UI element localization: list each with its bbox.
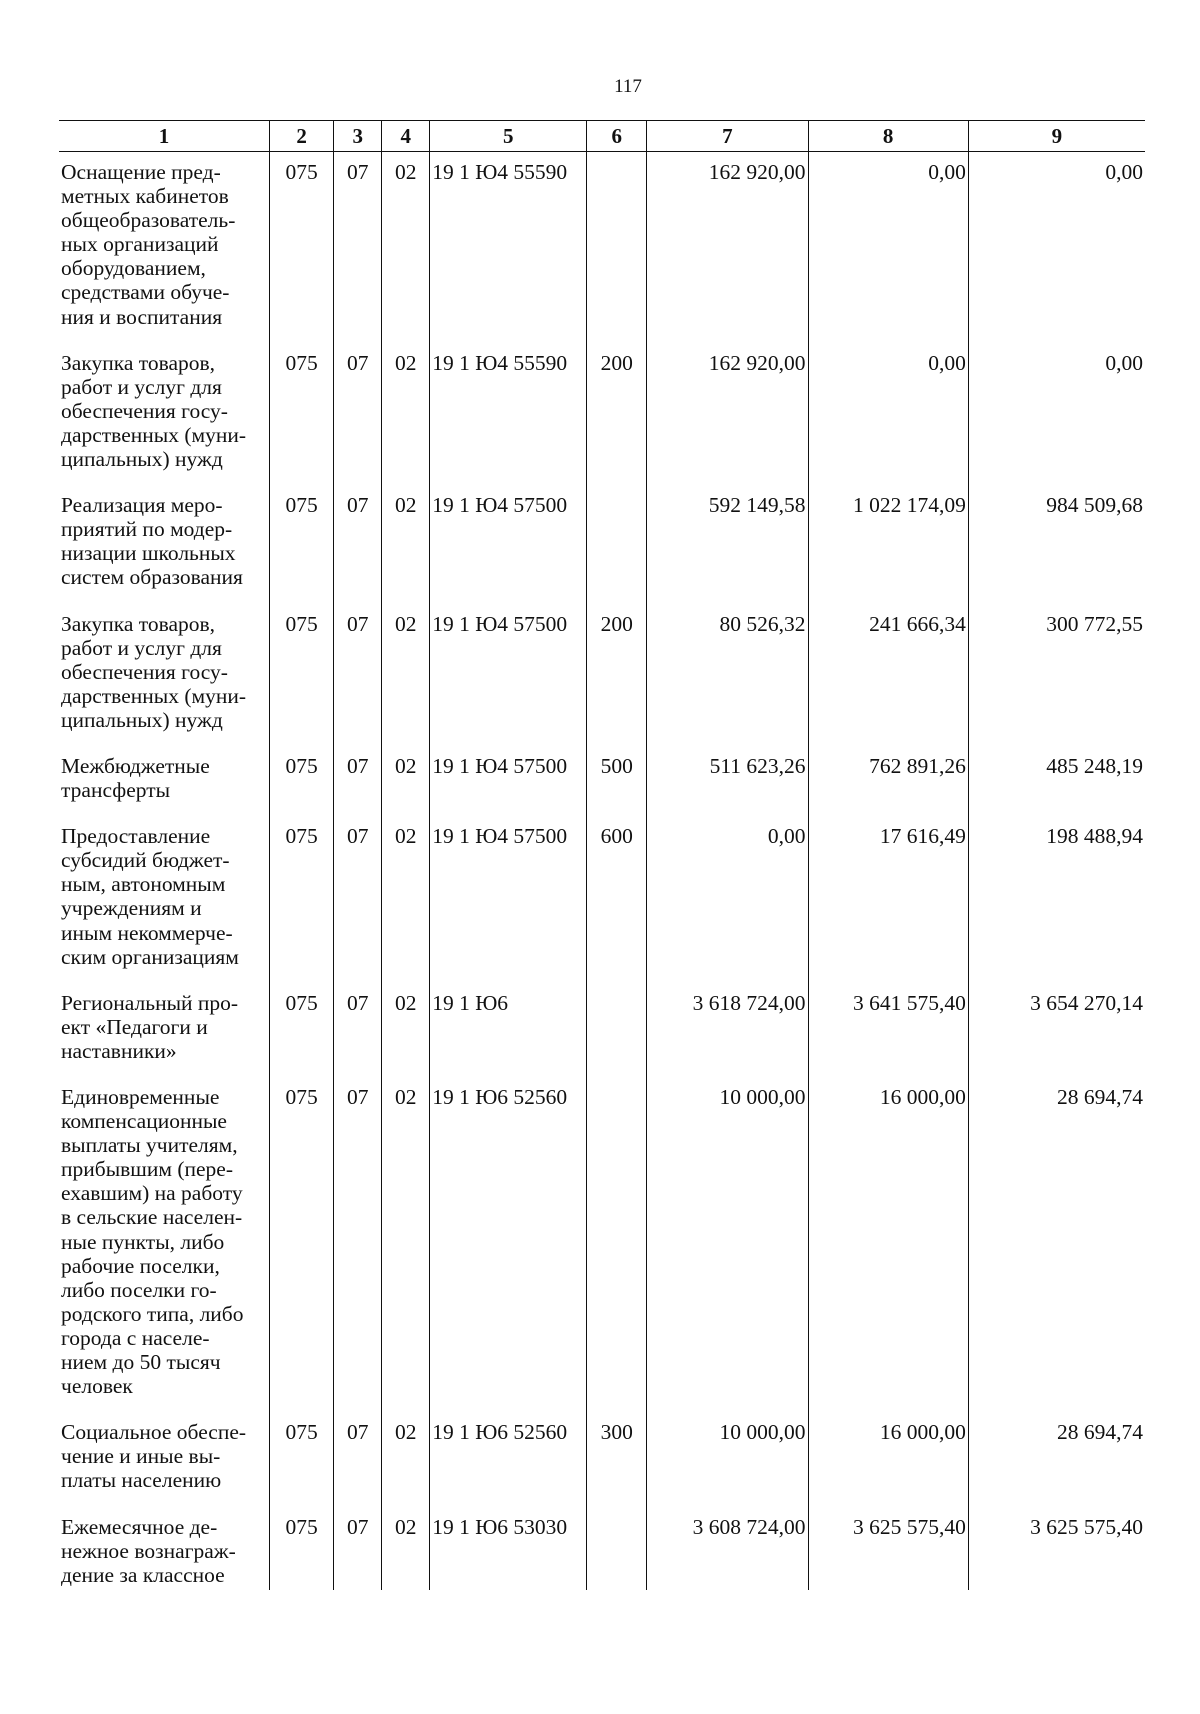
cell-amount-col7: 3 608 724,00 xyxy=(647,1503,808,1590)
row-description: Межбюджетные трансферты xyxy=(59,742,269,812)
column-header: 1 xyxy=(59,121,269,152)
cell-amount-col9: 300 772,55 xyxy=(968,600,1145,742)
row-description: Реализация меро- приятий по модер- низации школьных систем образования xyxy=(59,481,269,599)
cell-expense-type: 600 xyxy=(587,812,647,979)
cell-expense-type: 500 xyxy=(587,742,647,812)
cell-subsection-code: 02 xyxy=(382,1503,430,1590)
row-description: Закупка товаров, работ и услуг для обеспечения госу- дарственных (муни- ципальных) нужд xyxy=(59,339,269,481)
cell-ministry-code: 075 xyxy=(269,812,333,979)
cell-subsection-code: 02 xyxy=(382,1073,430,1408)
cell-amount-col8: 0,00 xyxy=(808,339,968,481)
cell-target-article: 19 1 Ю6 xyxy=(430,979,587,1073)
cell-subsection-code: 02 xyxy=(382,339,430,481)
cell-amount-col9: 984 509,68 xyxy=(968,481,1145,599)
cell-target-article: 19 1 Ю4 57500 xyxy=(430,481,587,599)
column-header: 7 xyxy=(647,121,808,152)
cell-amount-col7: 162 920,00 xyxy=(647,339,808,481)
cell-amount-col7: 10 000,00 xyxy=(647,1408,808,1502)
cell-section-code: 07 xyxy=(334,152,382,339)
row-description: Региональный про- ект «Педагоги и наставники» xyxy=(59,979,269,1073)
cell-ministry-code: 075 xyxy=(269,152,333,339)
cell-amount-col8: 16 000,00 xyxy=(808,1408,968,1502)
cell-amount-col7: 511 623,26 xyxy=(647,742,808,812)
cell-section-code: 07 xyxy=(334,481,382,599)
cell-expense-type xyxy=(587,481,647,599)
cell-amount-col8: 241 666,34 xyxy=(808,600,968,742)
cell-amount-col7: 80 526,32 xyxy=(647,600,808,742)
table-row xyxy=(59,742,1145,812)
cell-subsection-code: 02 xyxy=(382,742,430,812)
cell-amount-col8: 3 641 575,40 xyxy=(808,979,968,1073)
column-header: 4 xyxy=(382,121,430,152)
cell-amount-col8: 1 022 174,09 xyxy=(808,481,968,599)
cell-expense-type: 300 xyxy=(587,1408,647,1502)
column-header: 2 xyxy=(269,121,333,152)
row-description: Предоставление субсидий бюджет- ным, автономным учреждениям и иным некоммерче- ским организациям xyxy=(59,812,269,979)
row-description: Оснащение пред- метных кабинетов общеобразователь- ных организаций оборудованием, средствами обуче- ния и воспитания xyxy=(59,152,269,339)
cell-ministry-code: 075 xyxy=(269,1408,333,1502)
row-description: Закупка товаров, работ и услуг для обеспечения госу- дарственных (муни- ципальных) нужд xyxy=(59,600,269,742)
cell-section-code: 07 xyxy=(334,979,382,1073)
cell-expense-type xyxy=(587,1073,647,1408)
cell-subsection-code: 02 xyxy=(382,600,430,742)
table-row xyxy=(59,812,1145,979)
table-row xyxy=(59,1073,1145,1408)
cell-expense-type: 200 xyxy=(587,339,647,481)
cell-subsection-code: 02 xyxy=(382,812,430,979)
cell-ministry-code: 075 xyxy=(269,979,333,1073)
cell-section-code: 07 xyxy=(334,1503,382,1590)
cell-target-article: 19 1 Ю6 52560 xyxy=(430,1408,587,1502)
cell-section-code: 07 xyxy=(334,339,382,481)
cell-ministry-code: 075 xyxy=(269,339,333,481)
column-header: 3 xyxy=(334,121,382,152)
table-row xyxy=(59,1503,1145,1590)
cell-section-code: 07 xyxy=(334,742,382,812)
cell-target-article: 19 1 Ю4 57500 xyxy=(430,600,587,742)
table-row xyxy=(59,339,1145,481)
cell-expense-type xyxy=(587,1503,647,1590)
cell-amount-col7: 592 149,58 xyxy=(647,481,808,599)
table-row xyxy=(59,481,1145,599)
cell-amount-col9: 28 694,74 xyxy=(968,1073,1145,1408)
page-number: 117 xyxy=(614,76,642,97)
cell-target-article: 19 1 Ю4 55590 xyxy=(430,152,587,339)
cell-section-code: 07 xyxy=(334,1073,382,1408)
row-description: Ежемесячное де- нежное вознаграж- дение за классное xyxy=(59,1503,269,1590)
cell-ministry-code: 075 xyxy=(269,1073,333,1408)
cell-amount-col9: 28 694,74 xyxy=(968,1408,1145,1502)
table-row xyxy=(59,152,1145,339)
budget-table-container xyxy=(59,120,1145,1590)
table-row xyxy=(59,979,1145,1073)
cell-subsection-code: 02 xyxy=(382,1408,430,1502)
cell-amount-col8: 0,00 xyxy=(808,152,968,339)
cell-ministry-code: 075 xyxy=(269,1503,333,1590)
cell-expense-type: 200 xyxy=(587,600,647,742)
cell-amount-col9: 3 654 270,14 xyxy=(968,979,1145,1073)
cell-section-code: 07 xyxy=(334,1408,382,1502)
cell-amount-col8: 17 616,49 xyxy=(808,812,968,979)
cell-amount-col9: 3 625 575,40 xyxy=(968,1503,1145,1590)
cell-amount-col9: 0,00 xyxy=(968,339,1145,481)
cell-target-article: 19 1 Ю4 57500 xyxy=(430,742,587,812)
cell-section-code: 07 xyxy=(334,600,382,742)
cell-subsection-code: 02 xyxy=(382,481,430,599)
table-row xyxy=(59,600,1145,742)
column-header: 8 xyxy=(808,121,968,152)
table-header-row xyxy=(59,121,1145,152)
cell-amount-col7: 162 920,00 xyxy=(647,152,808,339)
cell-amount-col7: 3 618 724,00 xyxy=(647,979,808,1073)
cell-amount-col8: 16 000,00 xyxy=(808,1073,968,1408)
cell-target-article: 19 1 Ю6 53030 xyxy=(430,1503,587,1590)
row-description: Единовременные компенсационные выплаты учителям, прибывшим (пере- ехавшим) на работу в сельские населен- ные пункты, либо рабочие поселки, либо поселки го- родского типа, либо города с населе- нием до 50 тысяч человек xyxy=(59,1073,269,1408)
cell-amount-col9: 0,00 xyxy=(968,152,1145,339)
column-header: 5 xyxy=(430,121,587,152)
cell-expense-type xyxy=(587,979,647,1073)
cell-amount-col9: 198 488,94 xyxy=(968,812,1145,979)
cell-ministry-code: 075 xyxy=(269,481,333,599)
cell-target-article: 19 1 Ю4 57500 xyxy=(430,812,587,979)
cell-subsection-code: 02 xyxy=(382,152,430,339)
cell-amount-col8: 762 891,26 xyxy=(808,742,968,812)
cell-amount-col9: 485 248,19 xyxy=(968,742,1145,812)
column-header: 6 xyxy=(587,121,647,152)
cell-ministry-code: 075 xyxy=(269,600,333,742)
cell-ministry-code: 075 xyxy=(269,742,333,812)
cell-amount-col7: 10 000,00 xyxy=(647,1073,808,1408)
cell-section-code: 07 xyxy=(334,812,382,979)
cell-subsection-code: 02 xyxy=(382,979,430,1073)
cell-expense-type xyxy=(587,152,647,339)
cell-target-article: 19 1 Ю6 52560 xyxy=(430,1073,587,1408)
cell-amount-col8: 3 625 575,40 xyxy=(808,1503,968,1590)
cell-target-article: 19 1 Ю4 55590 xyxy=(430,339,587,481)
cell-amount-col7: 0,00 xyxy=(647,812,808,979)
table-row xyxy=(59,1408,1145,1502)
budget-table xyxy=(59,120,1145,1590)
column-header: 9 xyxy=(968,121,1145,152)
row-description: Социальное обеспе- чение и иные вы- платы населению xyxy=(59,1408,269,1502)
